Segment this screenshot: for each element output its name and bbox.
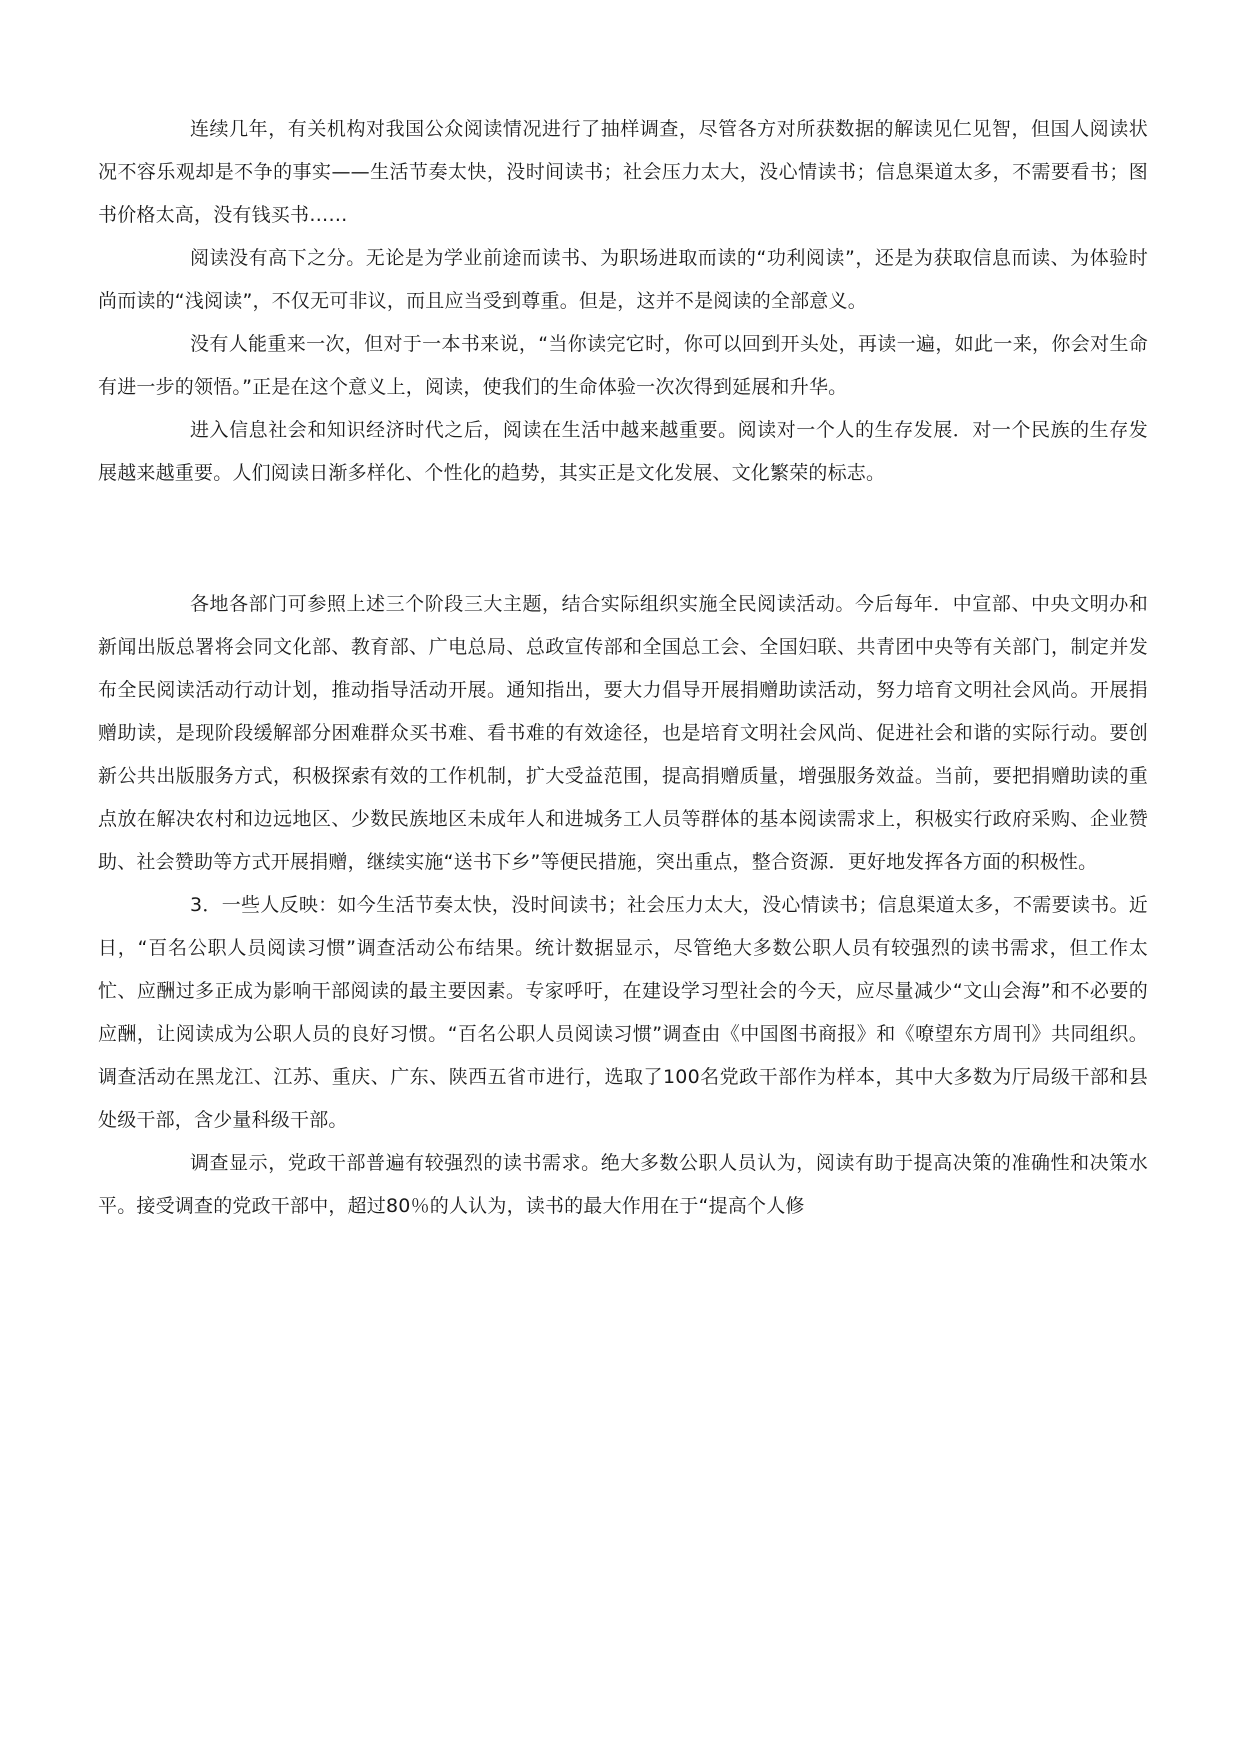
text-block-2 [98, 583, 1148, 1228]
paragraph: 3．一些人反映：如今生活节奏太快，没时间读书；社会压力太大，没心情读书；信息渠道太多，不需要读书。近日，“百名公职人员阅读习惯”调查活动公布结果。统计数据显示，尽管绝大多数公职人员有较强烈的读书需求，但工作太忙、应酬过多正成为影响干部阅读的最主要因素。专家呼吁，在建设学习型社会的今天，应尽量减少“文山会海”和不必要的应酬，让阅读成为公职人员的良好习惯。“百名公职人员阅读习惯”调查由《中国图书商报》和《嘹望东方周刊》共同组织。调查活动在黑龙江、江苏、重庆、广东、陕西五省市进行，选取了100名党政干部作为样本，其中大多数为厅局级干部和县处级干部，含少量科级干部。 [98, 894, 1148, 1131]
document-page [98, 108, 1148, 1228]
paragraph: 进入信息社会和知识经济时代之后，阅读在生活中越来越重要。阅读对一个人的生存发展．对一个民族的生存发展越来越重要。人们阅读日渐多样化、个性化的趋势，其实正是文化发展、文化繁荣的标志。 [98, 419, 1148, 484]
paragraph: 阅读没有高下之分。无论是为学业前途而读书、为职场进取而读的“功利阅读”，还是为获取信息而读、为体验时尚而读的“浅阅读”，不仅无可非议，而且应当受到尊重。但是，这并不是阅读的全部意义。 [98, 247, 1148, 312]
text-block-1 [98, 108, 1148, 495]
paragraph: 各地各部门可参照上述三个阶段三大主题，结合实际组织实施全民阅读活动。今后每年．中宣部、中央文明办和新闻出版总署将会同文化部、教育部、广电总局、总政宣传部和全国总工会、全国妇联、共青团中央等有关部门，制定并发布全民阅读活动行动计划，推动指导活动开展。通知指出，要大力倡导开展捐赠助读活动，努力培育文明社会风尚。开展捐赠助读，是现阶段缓解部分困难群众买书难、看书难的有效途径，也是培育文明社会风尚、促进社会和谐的实际行动。要创新公共出版服务方式，积极探索有效的工作机制，扩大受益范围，提高捐赠质量，增强服务效益。当前，要把捐赠助读的重点放在解决农村和边远地区、少数民族地区未成年人和进城务工人员等群体的基本阅读需求上，积极实行政府采购、企业赞助、社会赞助等方式开展捐赠，继续实施“送书下乡”等便民措施，突出重点，整合资源．更好地发挥各方面的积极性。 [98, 593, 1148, 873]
paragraph: 调查显示，党政干部普遍有较强烈的读书需求。绝大多数公职人员认为，阅读有助于提高决策的准确性和决策水平。接受调查的党政干部中，超过80％的人认为，读书的最大作用在于“提高个人修 [98, 1152, 1148, 1217]
paragraph: 连续几年，有关机构对我国公众阅读情况进行了抽样调查，尽管各方对所获数据的解读见仁见智，但国人阅读状况不容乐观却是不争的事实——生活节奏太快，没时间读书；社会压力太大，没心情读书；信息渠道太多，不需要看书；图书价格太高，没有钱买书…… [98, 118, 1148, 226]
paragraph: 没有人能重来一次，但对于一本书来说，“当你读完它时，你可以回到开头处，再读一遍，如此一来，你会对生命有进一步的领悟。”正是在这个意义上，阅读，使我们的生命体验一次次得到延展和升华。 [98, 333, 1148, 398]
